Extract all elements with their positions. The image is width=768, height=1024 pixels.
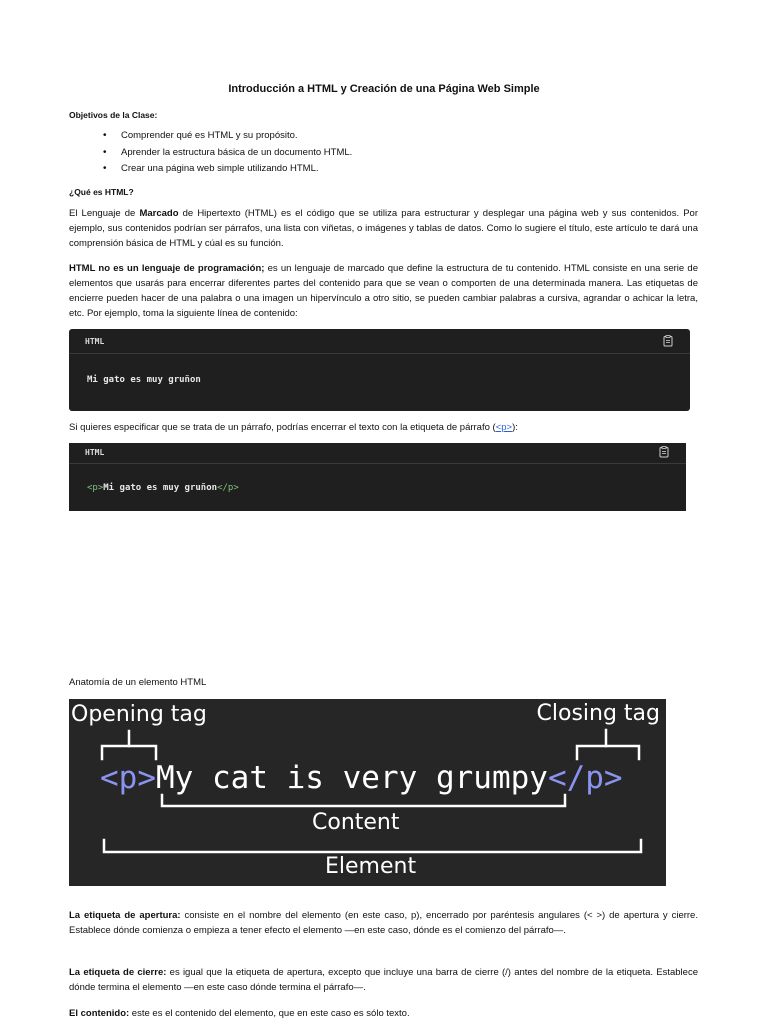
code-block-plain	[69, 329, 690, 411]
code-block-header	[69, 443, 686, 464]
anatomy-diagram	[69, 699, 666, 886]
definition-opening-tag: La etiqueta de apertura: consiste en el nombre del elemento (en este caso, p), encerrado por paréntesis angulares (< >) de apertura y cierre. Establece dónde comienza o empieza a tener efecto el elemento —en este caso, dónde es el comienzo del párrafo—.	[69, 910, 698, 936]
code-content: Mi gato es muy gruñon	[87, 375, 201, 385]
opening-tag-label: Opening tag	[71, 702, 207, 727]
anatomy-content-text: My cat is very grumpy	[156, 760, 548, 796]
copy-icon[interactable]	[662, 335, 674, 347]
anatomy-caption: Anatomía de un elemento HTML	[69, 677, 207, 688]
copy-icon[interactable]	[658, 446, 670, 458]
definition-closing-tag: La etiqueta de cierre: es igual que la etiqueta de apertura, excepto que incluye una barra de cierre (/) antes del nombre de la etiqueta. Establece dónde termina el elemento —en este caso dónde termina el párrafo—.	[69, 967, 698, 993]
code-language-label: HTML	[85, 337, 105, 346]
code-block-header	[69, 329, 690, 354]
paragraph-paragraph-tag: Si quieres especificar que se trata de un párrafo, podrías encerrar el texto con la etiqueta de párrafo (<p>):	[69, 422, 518, 433]
list-item: • Crear una página web simple utilizando HTML.	[103, 161, 352, 178]
closing-tag-bracket	[577, 746, 639, 759]
page-title: Introducción a HTML y Creación de una Página Web Simple	[228, 83, 540, 95]
paragraph-intro: El Lenguaje de Marcado de Hipertexto (HTML) es el código que se utiliza para estructurar y desplegar una página web y sus contenidos. Por ejemplo, sus contenidos podrían ser párrafos, una lista con viñetas, o imágenes y tablas de datos. Como lo sugiere el título, este artículo te dará una comprensión básica de HTML y cúal es su función.	[69, 208, 698, 249]
close-tag: </p>	[217, 483, 239, 493]
content-label: Content	[312, 810, 400, 835]
code-language-label: HTML	[85, 448, 105, 457]
opening-tag-bracket	[102, 746, 156, 759]
list-item: • Aprender la estructura básica de un documento HTML.	[103, 145, 352, 162]
definition-content: El contenido: este es el contenido del elemento, que en este caso es sólo texto.	[69, 1008, 410, 1019]
code-block-paragraph	[69, 443, 686, 511]
element-label: Element	[325, 854, 417, 879]
anatomy-close-tag: </p>	[547, 760, 623, 796]
anatomy-open-tag: <p>	[100, 760, 156, 796]
objectives-list	[103, 128, 352, 178]
objectives-heading: Objetivos de la Clase:	[69, 110, 158, 120]
closing-tag-label: Closing tag	[536, 701, 660, 726]
open-tag: <p>	[87, 483, 104, 493]
paragraph-not-programming: HTML no es un lenguaje de programación; es un lenguaje de marcado que define la estructura de tu contenido. HTML consiste en una serie de elementos que usarás para encerrar diferentes partes del contenido para que se vean o comporten de una determinada manera. Las etiquetas de encierre pueden hacer de una palabra o una imagen un hipervínculo a otro sitio, se pueden cambiar palabras a cursiva, agrandar o achicar la letra, etc. Por ejemplo, toma la siguiente línea de contenido:	[69, 263, 698, 319]
content-bracket	[162, 795, 565, 806]
list-item: • Comprender qué es HTML y su propósito.	[103, 128, 352, 145]
anatomy-code-line	[100, 761, 623, 795]
element-bracket	[104, 840, 641, 852]
code-content: <p>Mi gato es muy gruñon</p>	[87, 483, 239, 493]
p-tag-link[interactable]: <p>	[495, 422, 513, 433]
what-is-html-heading: ¿Qué es HTML?	[69, 187, 134, 197]
